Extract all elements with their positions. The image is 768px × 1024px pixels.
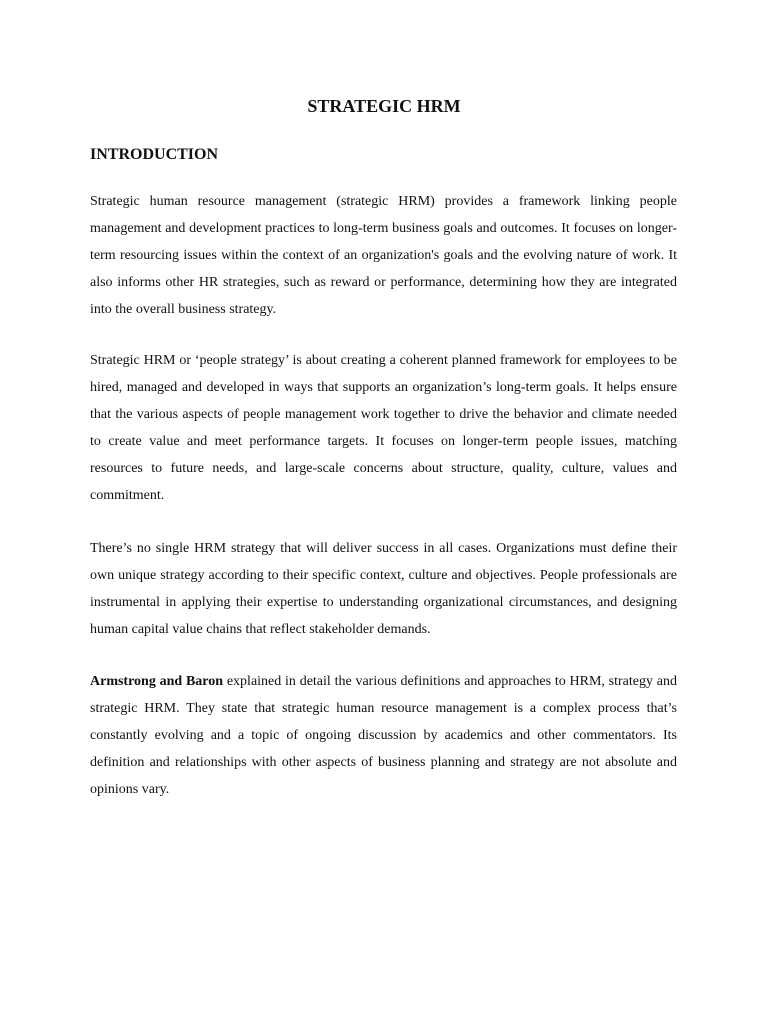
paragraph-4: [90, 668, 677, 803]
section-heading-introduction: INTRODUCTION: [90, 146, 219, 163]
paragraph-4-text: explained in detail the various definitions and approaches to HRM, strategy and strategic HRM. They state that strategic human resource management is a complex process that’s constantly evolving and a topic of ongoing discussion by academics and other commentators. Its definition and relationships with other aspects of business planning and strategy are not absolute and opinions vary.: [90, 674, 677, 797]
paragraph-1: Strategic human resource management (strategic HRM) provides a framework linking people management and development practices to long-term business goals and outcomes. It focuses on longer-term resourcing issues within the context of an organization's goals and the evolving nature of work. It also informs other HR strategies, such as reward or performance, determining how they are integrated into the overall business strategy.: [90, 194, 677, 317]
paragraph-3: There’s no single HRM strategy that will deliver success in all cases. Organizations must define their own unique strategy according to their specific context, culture and objectives. People professionals are instrumental in applying their expertise to understanding organizational circumstances, and designing human capital value chains that reflect stakeholder demands.: [90, 541, 677, 637]
paragraph-2: Strategic HRM or ‘people strategy’ is about creating a coherent planned framework for employees to be hired, managed and developed in ways that supports an organization’s long-term goals. It helps ensure that the various aspects of people management work together to drive the behavior and climate needed to create value and meet performance targets. It focuses on longer-term people issues, matching resources to future needs, and large-scale concerns about structure, quality, culture, values and commitment.: [90, 353, 677, 503]
paragraph-4-lead-author-names: Armstrong and Baron: [90, 674, 224, 689]
page-title: STRATEGIC HRM: [307, 96, 461, 116]
